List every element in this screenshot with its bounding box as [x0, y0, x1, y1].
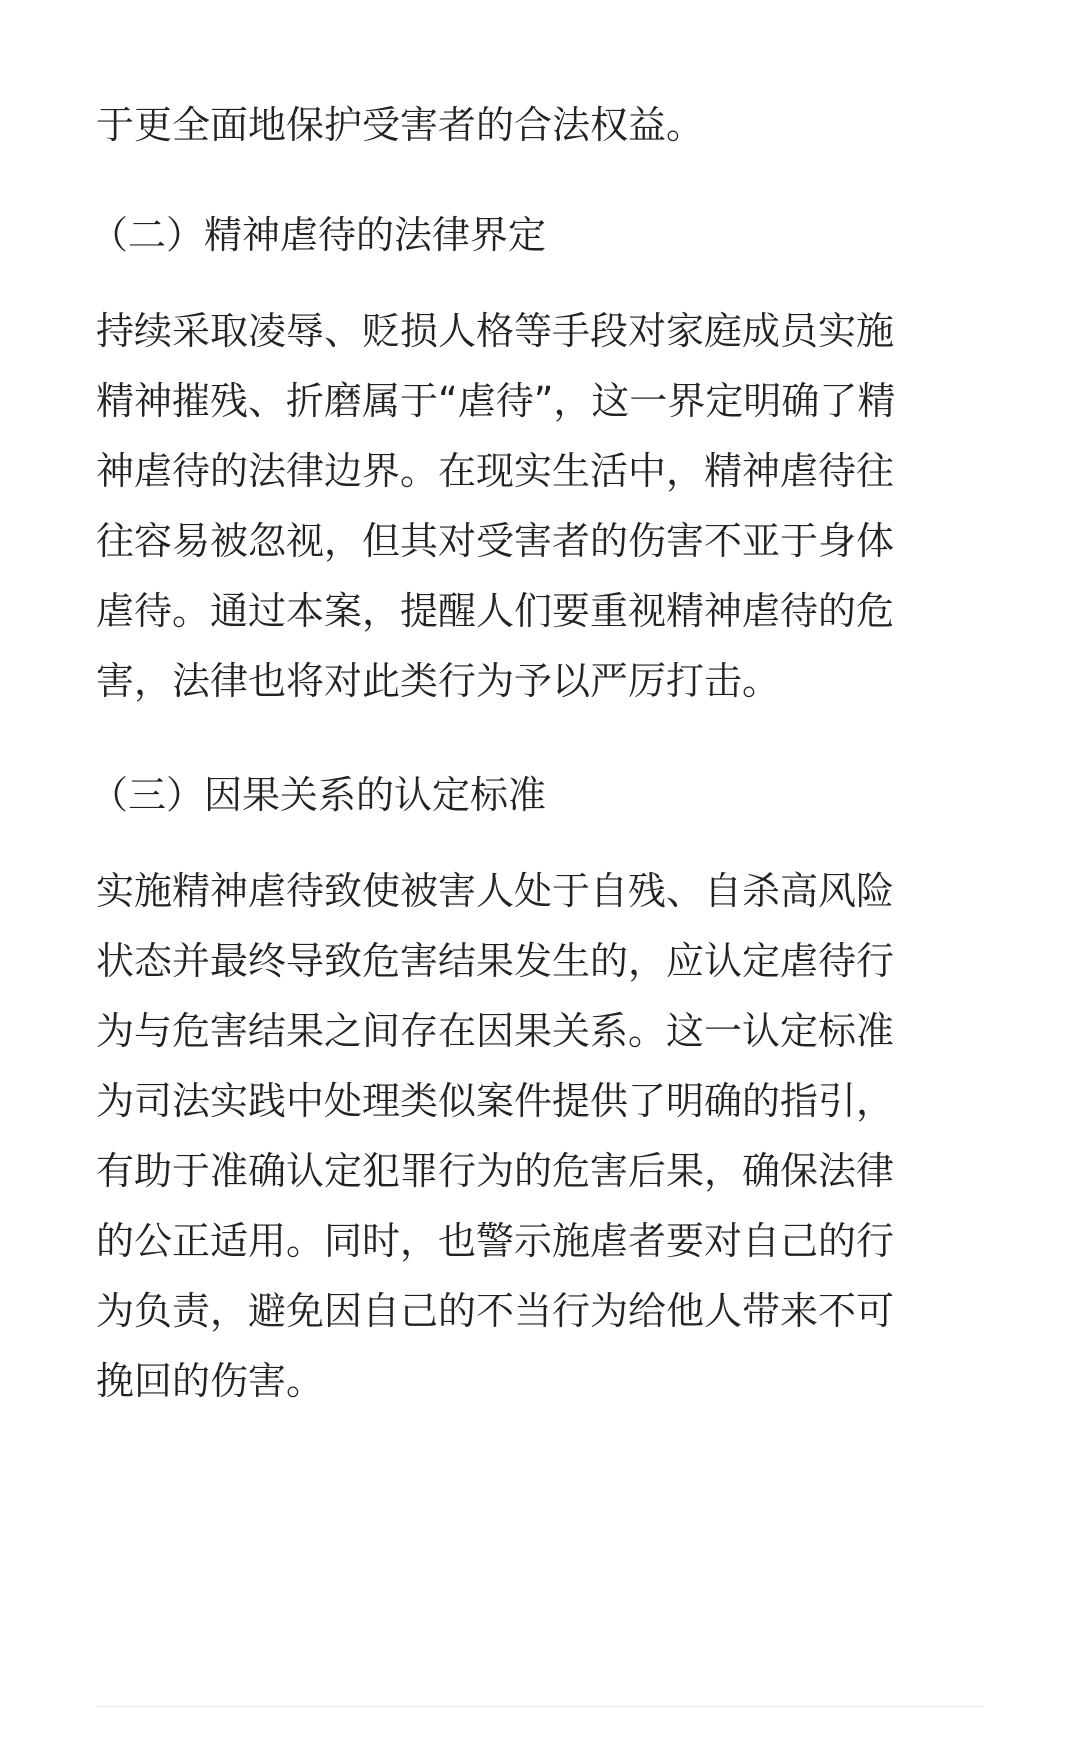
section-3-heading: （三）因果关系的认定标准	[90, 773, 547, 817]
bottom-divider	[96, 1706, 984, 1707]
section-3-paragraph	[96, 856, 984, 1416]
paragraph-line: 实施精神虐待致使被害人处于自残、自杀高风险	[96, 869, 895, 913]
paragraph-line: 为与危害结果之间存在因果关系。这一认定标准	[96, 1009, 895, 1053]
paragraph-line: 虐待。通过本案，提醒人们要重视精神虐待的危	[96, 589, 895, 633]
paragraph-line: 有助于准确认定犯罪行为的危害后果，确保法律	[96, 1149, 895, 1193]
paragraph-line: 持续采取凌辱、贬损人格等手段对家庭成员实施	[96, 309, 895, 353]
paragraph-line: 状态并最终导致危害结果发生的，应认定虐待行	[96, 939, 895, 983]
paragraph-line: 为司法实践中处理类似案件提供了明确的指引，	[96, 1079, 895, 1123]
paragraph-line: 精神摧残、折磨属于“虐待”，这一界定明确了精	[96, 379, 896, 423]
section-2-heading: （二）精神虐待的法律界定	[90, 213, 547, 257]
paragraph-line: 的公正适用。同时，也警示施虐者要对自己的行	[96, 1219, 895, 1263]
paragraph-line: 挽回的伤害。	[96, 1359, 325, 1403]
intro-tail-line: 于更全面地保护受害者的合法权益。	[96, 103, 705, 147]
paragraph-line: 害，法律也将对此类行为予以严厉打击。	[96, 659, 781, 703]
article-body	[90, 90, 984, 1416]
section-2-paragraph	[96, 296, 984, 716]
paragraph-line: 为负责，避免因自己的不当行为给他人带来不可	[96, 1289, 895, 1333]
paragraph-line: 往容易被忽视，但其对受害者的伤害不亚于身体	[96, 519, 895, 563]
paragraph-line: 神虐待的法律边界。在现实生活中，精神虐待往	[96, 449, 895, 493]
